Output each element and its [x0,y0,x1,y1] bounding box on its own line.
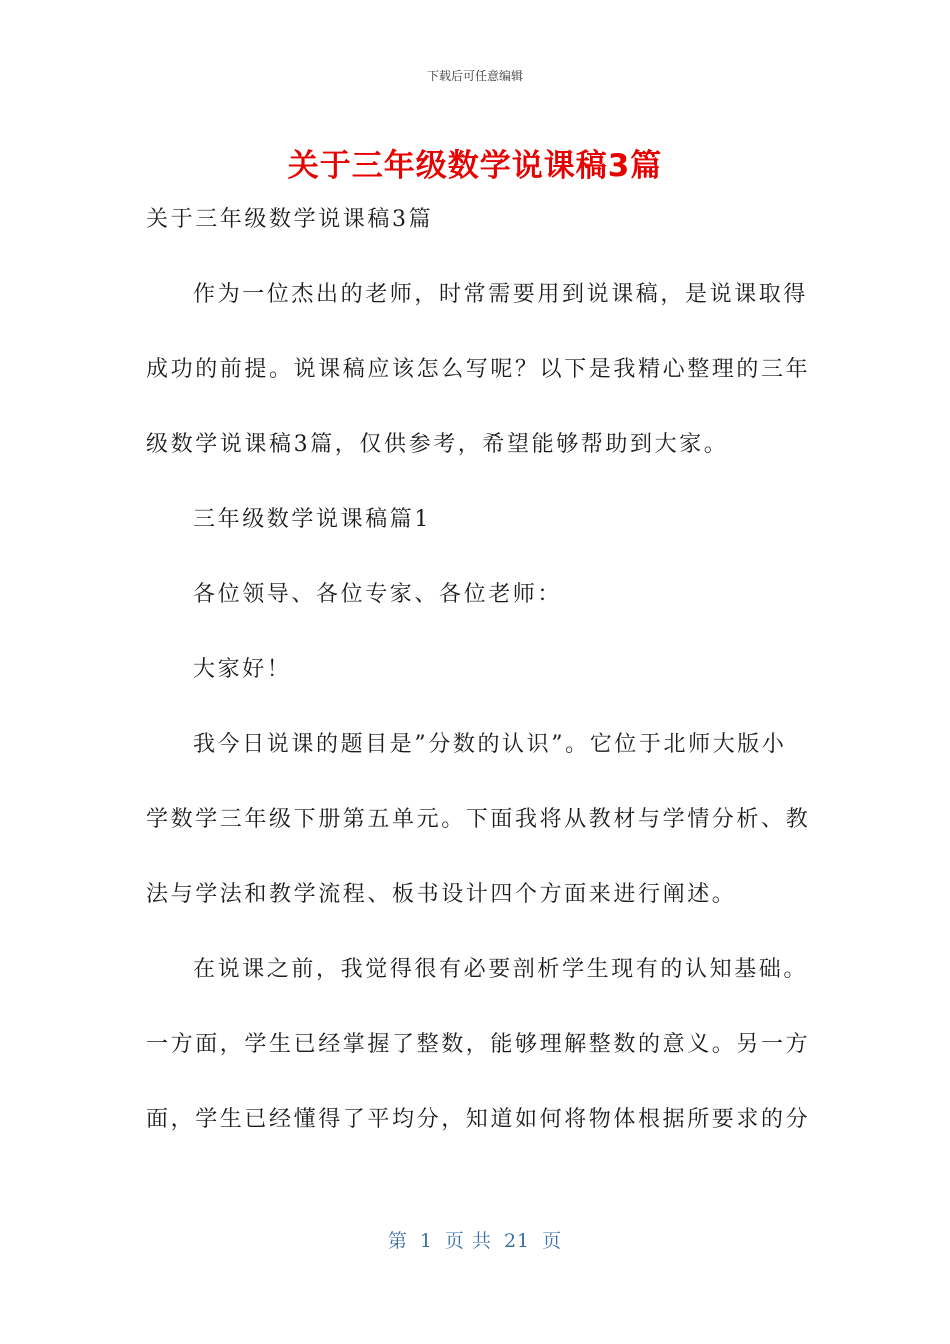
text-line: 各位领导、各位专家、各位老师： [193,582,563,607]
document-body [146,200,811,1175]
header-note: 下载后可任意编辑 [426,69,523,83]
text-line: 大家好！ [193,657,292,682]
text-line: 关于三年级数学说课稿3篇 [146,207,434,232]
total-pages: 21 [503,1230,531,1252]
text-line: 级数学说课稿3篇，仅供参考，希望能够帮助到大家。 [146,432,729,457]
text-line: 作为一位杰出的老师，时常需要用到说课稿，是说课取得 [193,282,809,307]
text-line: 我今日说课的题目是”分数的认识”。它位于北师大版小 [193,732,787,757]
text-line: 在说课之前，我觉得很有必要剖析学生现有的认知基础。 [193,957,809,982]
footer-mid: 页 共 [444,1230,492,1252]
text-line: 面，学生已经懂得了平均分，知道如何将物体根据所要求的分 [146,1107,811,1132]
page-number-footer [0,1226,950,1253]
text-line: 一方面，学生已经掌握了整数，能够理解整数的意义。另一方 [146,1032,811,1057]
section-heading: 三年级数学说课稿篇1 [193,507,431,532]
document-title: 关于三年级数学说课稿3篇 [287,148,663,184]
current-page: 1 [419,1230,433,1252]
text-line: 成功的前提。说课稿应该怎么写呢？以下是我精心整理的三年 [146,357,811,382]
footer-prefix: 第 [387,1230,408,1252]
text-line: 法与学法和教学流程、板书设计四个方面来进行阐述。 [146,882,737,907]
text-line: 学数学三年级下册第五单元。下面我将从教材与学情分析、教 [146,807,811,832]
footer-suffix: 页 [542,1230,563,1252]
